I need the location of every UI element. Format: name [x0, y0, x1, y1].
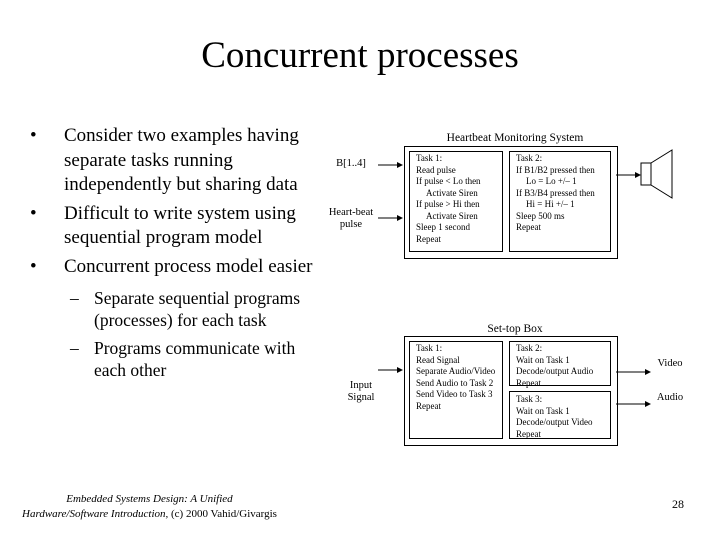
page-number: 28: [672, 497, 684, 511]
bullet-dot-icon: •: [30, 255, 37, 277]
heartbeat-task1-box: [409, 151, 503, 252]
task-line: Wait on Task 1: [516, 354, 570, 365]
bullet-dot-icon: •: [30, 125, 37, 146]
heartbeat-input-pulse: [324, 207, 378, 231]
task-line: Send Video to Task 3: [416, 389, 493, 399]
task-line: Repeat: [516, 377, 541, 388]
bullet-text: Concurrent process model easier: [64, 255, 313, 277]
heartbeat-system-box: [404, 146, 618, 259]
task-line: Task 3:: [516, 394, 543, 404]
footer-line2: [22, 507, 277, 522]
settop-title: Set-top Box: [487, 323, 543, 335]
task-line: If pulse > Hi then: [416, 199, 480, 209]
task-line: Sleep 1 second: [416, 222, 470, 232]
footer-copyright: (c) 2000 Vahid/Givargis: [171, 508, 277, 520]
video-output-label: Video: [657, 358, 683, 369]
heartbeat-task2-box: [509, 151, 611, 252]
slide-title: Concurrent processes: [201, 35, 519, 76]
input-label-line2: Signal: [347, 392, 375, 403]
task-line: Repeat: [416, 400, 441, 411]
task-line: Wait on Task 1: [516, 405, 570, 416]
task-line: Send Audio to Task 2: [416, 377, 494, 388]
task-line: Decode/output Video: [516, 417, 593, 427]
pulse-label-line1: Heart-beat: [328, 207, 374, 218]
settop-task1-box: [409, 341, 503, 439]
footer-book-title: Hardware/Software Introduction,: [22, 508, 169, 520]
bullet-dot-icon: •: [30, 202, 37, 224]
task-line: Repeat: [416, 233, 441, 244]
task-line: Separate Audio/Video: [416, 366, 496, 376]
footer-citation: [22, 492, 277, 522]
sub-bullet-text: Separate sequential programs (processes) for each task: [94, 288, 301, 330]
bullet-text: Difficult to write system using sequential program model: [64, 202, 296, 248]
task-line: If pulse < Lo then: [416, 176, 481, 186]
task-line: Decode/output Audio: [516, 366, 594, 376]
audio-output-label: Audio: [656, 392, 684, 403]
heartbeat-input-b: B[1..4]: [336, 158, 366, 169]
input-label-line1: Input: [349, 380, 373, 391]
settop-task2-box: [509, 341, 611, 386]
settop-task3-box: [509, 391, 611, 439]
task-line: Task 2:: [516, 343, 543, 353]
sub-bullet-dash-icon: –: [70, 288, 79, 308]
task-line: Task 2:: [516, 153, 543, 163]
task-line: If B3/B4 pressed then: [516, 187, 595, 198]
task-line: Read Signal: [416, 354, 460, 365]
task-line: Repeat: [516, 222, 541, 232]
task-line: Sleep 500 ms: [516, 210, 565, 221]
task-line: If B1/B2 pressed then: [516, 164, 595, 175]
speaker-icon: [641, 150, 672, 198]
task-line: Task 1:: [416, 153, 443, 163]
bullet-text: Consider two examples having separate tasks running independently but sharing data: [64, 125, 299, 195]
pulse-label-line2: pulse: [339, 219, 363, 230]
task-line: Hi = Hi +/– 1: [526, 199, 575, 209]
heartbeat-title: Heartbeat Monitoring System: [446, 132, 584, 144]
task-line: Repeat: [516, 428, 541, 439]
sub-bullet-dash-icon: –: [70, 338, 79, 358]
task-line: Activate Siren: [426, 187, 478, 198]
settop-box: [404, 336, 618, 446]
task-line: Activate Siren: [426, 210, 478, 221]
sub-bullet-text: Programs communicate with each other: [94, 338, 296, 380]
footer-line1: Embedded Systems Design: A Unified: [66, 493, 233, 505]
task-line: Task 1:: [416, 343, 443, 353]
settop-input-label: [336, 380, 386, 404]
task-line: Lo = Lo +/– 1: [526, 176, 577, 186]
task-line: Read pulse: [416, 164, 456, 175]
